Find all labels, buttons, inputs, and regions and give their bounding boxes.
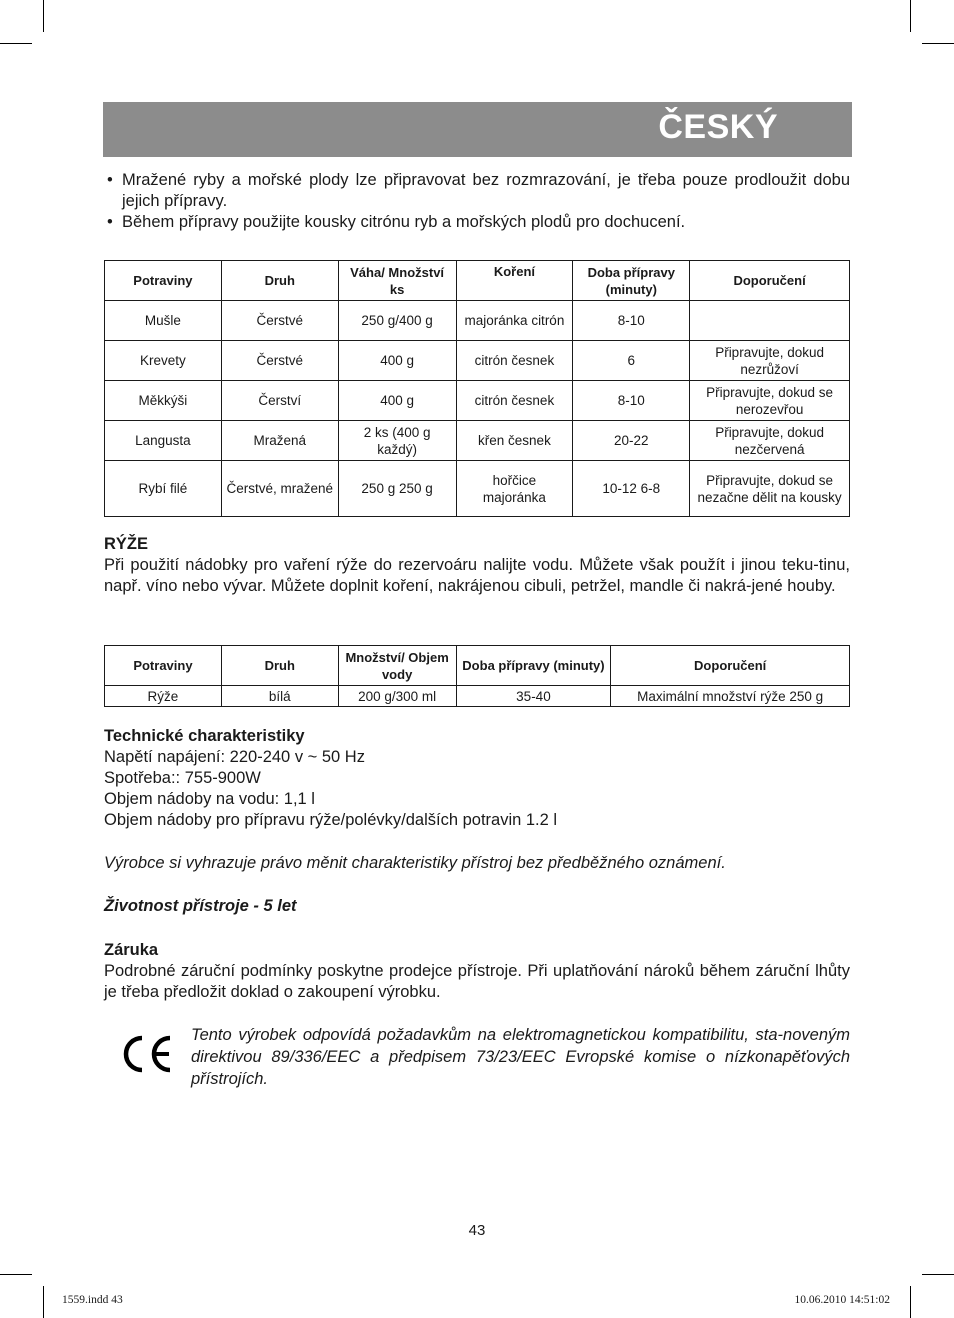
table-cell: 20-22 xyxy=(573,421,690,461)
table-cell: 35-40 xyxy=(456,686,611,707)
table-cell: 250 g/400 g xyxy=(338,301,456,341)
column-header: Množství/ Objem vody xyxy=(338,646,456,686)
paragraph: Podrobné záruční podmínky poskytne prodejce přístroje. Při uplatňování nároků během záruční lhůty je třeba předložit doklad o zakoupení výrobku. xyxy=(104,962,850,1001)
table-cell: majoránka citrón xyxy=(456,301,573,341)
language-header-bar xyxy=(103,102,852,157)
table-cell: 8-10 xyxy=(573,381,690,421)
column-header: Druh xyxy=(221,261,338,301)
table-cell: Připravujte, dokud nezčervená xyxy=(690,421,850,461)
table-cell: bílá xyxy=(221,686,338,707)
ce-compliance-text: Tento výrobek odpovídá požadavkům na elektromagnetickou kompatibilitu, sta-noveným direktivou 89/336/EEC a předpisem 73/23/EEC Evropské komise o nízkonapěťových přístrojích. xyxy=(191,1026,850,1088)
table-cell: Langusta xyxy=(105,421,222,461)
cooking-table xyxy=(104,260,850,517)
table-row xyxy=(105,686,850,707)
print-slug-file: 1559.indd 43 xyxy=(62,1294,123,1306)
table-cell xyxy=(690,301,850,341)
table-cell: 10-12 6-8 xyxy=(573,461,690,517)
table-cell: hořčice majoránka xyxy=(456,461,573,517)
lifetime-note: Životnost přístroje - 5 let xyxy=(104,897,297,915)
table-cell: 8-10 xyxy=(573,301,690,341)
table-cell: Čerstvé, mražené xyxy=(221,461,338,517)
table-cell: Krevety xyxy=(105,341,222,381)
table-row xyxy=(105,461,850,517)
spec-line: Napětí napájení: 220-240 v ~ 50 Hz xyxy=(104,748,365,766)
table-cell: Rýže xyxy=(105,686,222,707)
paragraph: Při použití nádobky pro vaření rýže do rezervoáru nalijte vodu. Můžete však použít i jinou teku-tinu, např. víno nebo vývar. Můžete doplnit koření, nakrájenou cibuli, petržel, mandle či nakrá-jené houby. xyxy=(104,556,850,595)
table-cell: Mušle xyxy=(105,301,222,341)
specs-section xyxy=(104,726,850,831)
crop-mark xyxy=(0,1274,32,1275)
column-header: Potraviny xyxy=(105,261,222,301)
crop-mark xyxy=(43,0,44,32)
page-title: ČESKÝ xyxy=(658,108,778,146)
column-header: Koření xyxy=(456,261,573,301)
table-cell: křen česnek xyxy=(456,421,573,461)
section-heading: RÝŽE xyxy=(104,535,149,553)
page-number: 43 xyxy=(468,1222,486,1239)
crop-mark xyxy=(0,43,32,44)
crop-mark xyxy=(922,43,954,44)
table-cell: Rybí filé xyxy=(105,461,222,517)
intro-bullet-list xyxy=(104,170,850,233)
rice-table xyxy=(104,645,850,707)
spec-line: Spotřeba:: 755-900W xyxy=(104,769,261,787)
table-cell: Mražená xyxy=(221,421,338,461)
table-header-row xyxy=(105,646,850,686)
crop-mark xyxy=(910,0,911,32)
column-header: Potraviny xyxy=(105,646,222,686)
print-slug-timestamp: 10.06.2010 14:51:02 xyxy=(794,1294,890,1306)
disclaimer: Výrobce si vyhrazuje právo měnit charakteristiky přístroj bez předběžného oznámení. xyxy=(104,854,726,872)
column-header: Doba přípravy (minuty) xyxy=(456,646,611,686)
table-cell: Měkkýši xyxy=(105,381,222,421)
warranty-section xyxy=(104,940,850,1003)
section-heading: Záruka xyxy=(104,941,159,959)
list-item: • Mražené ryby a mořské plody lze připravovat bez rozmrazování, je třeba pouze prodloužit dobu jejich přípravy. xyxy=(104,170,850,212)
table-cell: Připravujte, dokud se nezačne dělit na kousky xyxy=(690,461,850,517)
table-cell: Připravujte, dokud nezrůžoví xyxy=(690,341,850,381)
table-cell: 6 xyxy=(573,341,690,381)
crop-mark xyxy=(43,1286,44,1318)
table-cell: Čerstvé xyxy=(221,301,338,341)
table-cell: 400 g xyxy=(338,381,456,421)
column-header: Doba přípravy (minuty) xyxy=(573,261,690,301)
spec-line: Objem nádoby na vodu: 1,1 l xyxy=(104,790,315,808)
table-cell: citrón česnek xyxy=(456,381,573,421)
table-cell: 2 ks (400 g každý) xyxy=(338,421,456,461)
ce-mark-icon xyxy=(120,1034,176,1074)
table-header-row xyxy=(105,261,850,301)
table-cell: Čerství xyxy=(221,381,338,421)
table-cell: Maximální množství rýže 250 g xyxy=(611,686,850,707)
table-row xyxy=(105,381,850,421)
table-row xyxy=(105,341,850,381)
column-header: Váha/ Množství ks xyxy=(338,261,456,301)
spec-line: Objem nádoby pro přípravu rýže/polévky/dalších potravin 1.2 l xyxy=(104,811,558,829)
rice-section xyxy=(104,534,850,597)
crop-mark xyxy=(910,1286,911,1318)
table-cell: 200 g/300 ml xyxy=(338,686,456,707)
column-header: Doporučení xyxy=(690,261,850,301)
table-row xyxy=(105,421,850,461)
column-header: Doporučení xyxy=(611,646,850,686)
table-row xyxy=(105,301,850,341)
table-cell: 400 g xyxy=(338,341,456,381)
table-cell: citrón česnek xyxy=(456,341,573,381)
section-heading: Technické charakteristiky xyxy=(104,727,305,745)
table-cell: Připravujte, dokud se nerozevřou xyxy=(690,381,850,421)
crop-mark xyxy=(922,1274,954,1275)
table-cell: Čerstvé xyxy=(221,341,338,381)
column-header: Druh xyxy=(221,646,338,686)
list-item: • Během přípravy použijte kousky citrónu ryb a mořských plodů pro dochucení. xyxy=(104,212,850,233)
table-cell: 250 g 250 g xyxy=(338,461,456,517)
